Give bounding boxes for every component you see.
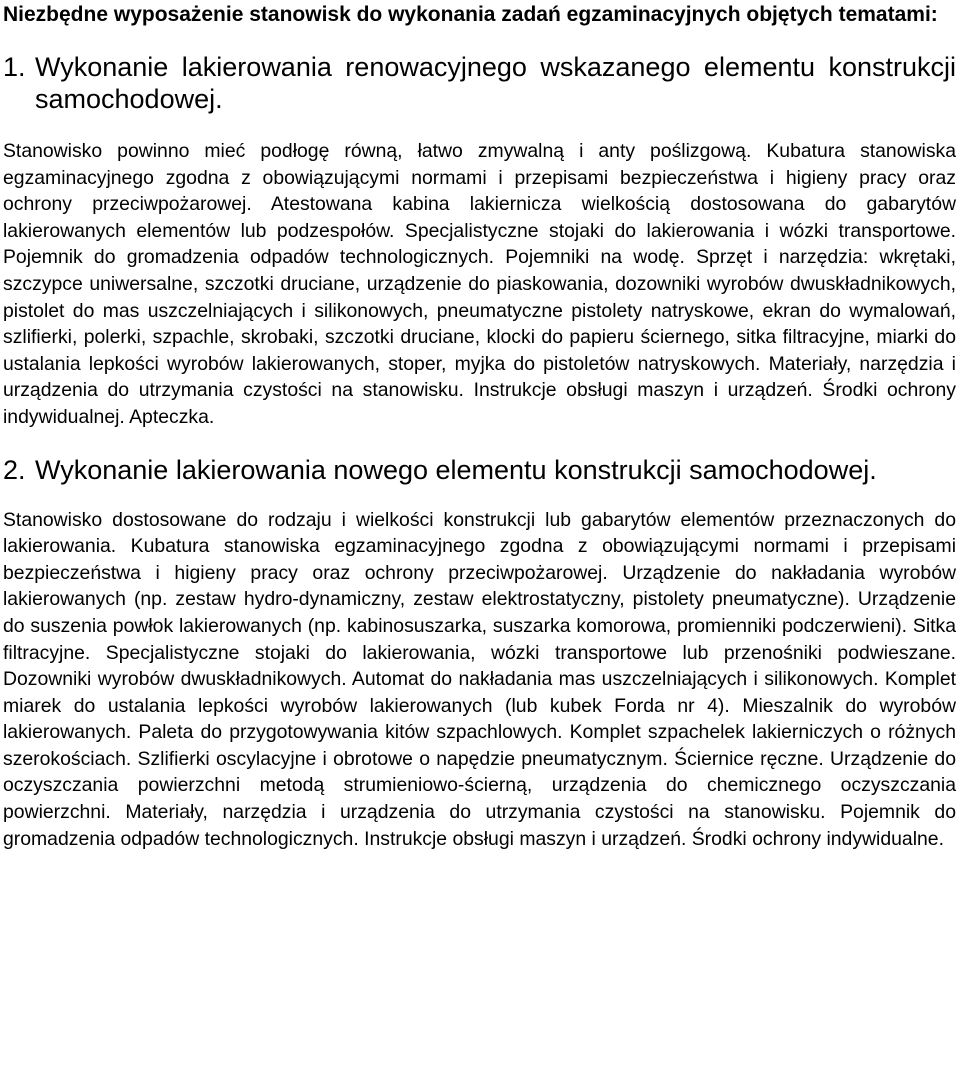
document-title: Niezbędne wyposażenie stanowisk do wykonania zadań egzaminacyjnych objętych tematami: [3, 3, 938, 26]
section-heading [3, 454, 956, 486]
section-body: Stanowisko dostosowane do rodzaju i wielkości konstrukcji lub gabarytów elementów przeznaczonych do lakierowania. Kubatura stanowiska egzaminacyjnego zgodna z obowiązującymi normami i przepisami bezpieczeństwa i higieny pracy oraz ochrony przeciwpożarowej. Urządzenie do nakładania wyrobów lakierowanych (np. zestaw hydro-dynamiczny, zestaw elektrostatyczny, pistolety pneumatyczne). Urządzenie do suszenia powłok lakierowanych (np. kabinosuszarka, suszarka komorowa, promienniki podczerwieni). Sitka filtracyjne. Specjalistyczne stojaki do lakierowania, wózki transportowe lub przenośniki podwieszane. Dozowniki wyrobów dwuskładnikowych. Automat do nakładania mas uszczelniających i silikonowych. Komplet miarek do ustalania lepkości wyrobów lakierowanych (lub kubek Forda nr 4). Mieszalnik do wyrobów lakierowanych. Paleta do przygotowywania kitów szpachlowych. Komplet szpachelek lakierniczych o różnych szerokościach. Szlifierki oscylacyjne i obrotowe o napędzie pneumatycznym. Ściernice ręczne. Urządzenie do oczyszczania powierzchni metodą strumieniowo-ścierną, urządzenia do chemicznego oczyszczania powierzchni. Materiały, narzędzia i urządzenia do utrzymania czystości na stanowisku. Pojemnik do gromadzenia odpadów technologicznych. Instrukcje obsługi maszyn i urządzeń. Środki ochrony indywidualne. [3, 508, 956, 850]
section-heading [3, 51, 956, 115]
section-heading-text: Wykonanie lakierowania nowego elementu konstrukcji samochodowej. [35, 454, 877, 485]
section-body: Stanowisko powinno mieć podłogę równą, łatwo zmywalną i anty poślizgową. Kubatura stanowiska egzaminacyjnego zgodna z obowiązującymi normami i przepisami bezpieczeństwa i higieny pracy oraz ochrony przeciwpożarowej. Atestowana kabina lakiernicza wielkością dostosowana do gabarytów lakierowanych elementów lub podzespołów. Specjalistyczne stojaki do lakierowania i wózki transportowe. Pojemnik do gromadzenia odpadów technologicznych. Pojemniki na wodę. Sprzęt i narzędzia: wkrętaki, szczypce uniwersalne, szczotki druciane, urządzenie do piaskowania, dozowniki wyrobów dwuskładnikowych, pistolet do mas uszczelniających i silikonowych, pneumatyczne pistolety natryskowe, ekran do wymalowań, szlifierki, polerki, szpachle, skrobaki, szczotki druciane, klocki do papieru ściernego, sitka filtracyjne, miarki do ustalania lepkości wyrobów lakierowanych, stoper, myjka do pistoletów natryskowych. Materiały, narzędzia i urządzenia do utrzymania czystości na stanowisku. Instrukcje obsługi maszyn i urządzeń. Środki ochrony indywidualnej. Apteczka. [3, 140, 956, 428]
section-1 [3, 51, 956, 431]
section-number: 1. [3, 52, 26, 82]
section-2 [3, 454, 956, 853]
section-heading-text: Wykonanie lakierowania renowacyjnego wskazanego elementu konstrukcji samochodowej. [35, 52, 956, 114]
section-number: 2. [3, 454, 26, 485]
